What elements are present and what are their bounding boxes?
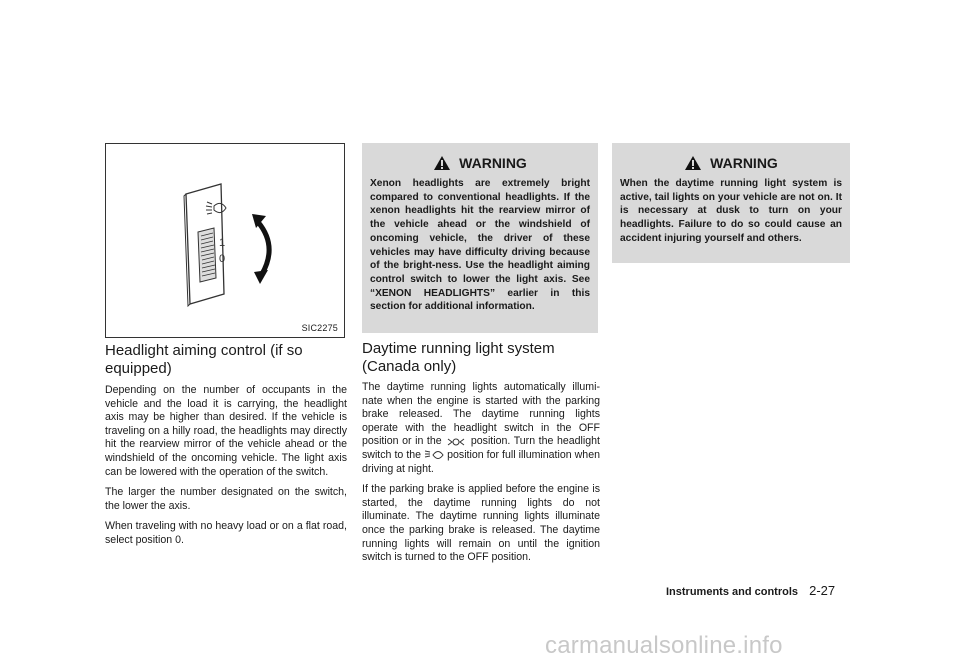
dial-label-1: 1 [219,237,226,249]
warning-title: WARNING [459,155,527,171]
warning-box [612,143,850,263]
page-number: 2-27 [809,583,836,598]
paragraph: The larger the number designated on the switch, the lower the axis. [105,486,347,512]
dial-label-0: 0 [219,253,226,265]
watermark: carmanualsonline.info [545,632,783,659]
figure-code: SIC2275 [301,323,338,333]
daytime-running-light-section [362,340,600,572]
paragraph: If the parking brake is applied before the engine is started, the daytime running lights do not illuminate. The daytime running lights illuminate once the parking brake is released. The daytime running lights will remain on until the ignition switch is turned to the OFF position. [362,483,600,564]
section-heading: Daytime running light system (Canada only) [362,340,555,375]
page-footer [666,583,866,598]
side-light-icon [445,437,467,447]
section-heading: Headlight aiming control (if so equipped) [105,342,303,377]
headlight-aiming-section [105,342,347,555]
warning-title: WARNING [710,155,778,171]
warning-text: Xenon headlights are extremely bright compared to conventional headlights. If the xenon headlights hit the rearview mirror of the vehicle ahead or the windshield of oncoming vehicle, the driver of these vehicles may have difficulty driving because of the bright-ness. Use the headlight aiming control switch to lower the light axis. See “XENON HEADLIGHTS” earlier in this section for additional information. [370,178,590,313]
warning-text: When the daytime running light system is active, tail lights on your vehicle are not on. It is necessary at dusk to turn on your headlights. Failure to do so could cause an accident injuring yourself and others. [620,178,842,244]
warning-triangle-icon [433,155,451,171]
warning-triangle-icon [684,155,702,171]
paragraph: Depending on the number of occupants in the vehicle and the load it is carrying, the headlight axis may be higher than desired. If the vehicle is traveling on a hilly road, the headlights may directly hit the rearview mirror of the vehicle ahead or the windshield of the oncoming vehicle. The light axis can be lowered with the operation of the switch. [105,384,347,478]
warning-box [362,143,598,333]
headlight-icon [424,449,444,461]
headlight-aiming-switch-illustration [106,144,344,337]
headlight-aiming-figure [105,143,345,338]
paragraph: The daytime running lights automatically illumi-nate when the engine is started with the parking brake released. The daytime running lights operate with the headlight switch in the OFF position or in the position. Turn the headlight switch to the position for full illumination when driving at night. [362,381,600,475]
paragraph: When traveling with no heavy load or on a flat road, select position 0. [105,520,347,546]
rotation-arrow-icon [252,214,269,284]
footer-section-title: Instruments and controls [666,586,799,598]
